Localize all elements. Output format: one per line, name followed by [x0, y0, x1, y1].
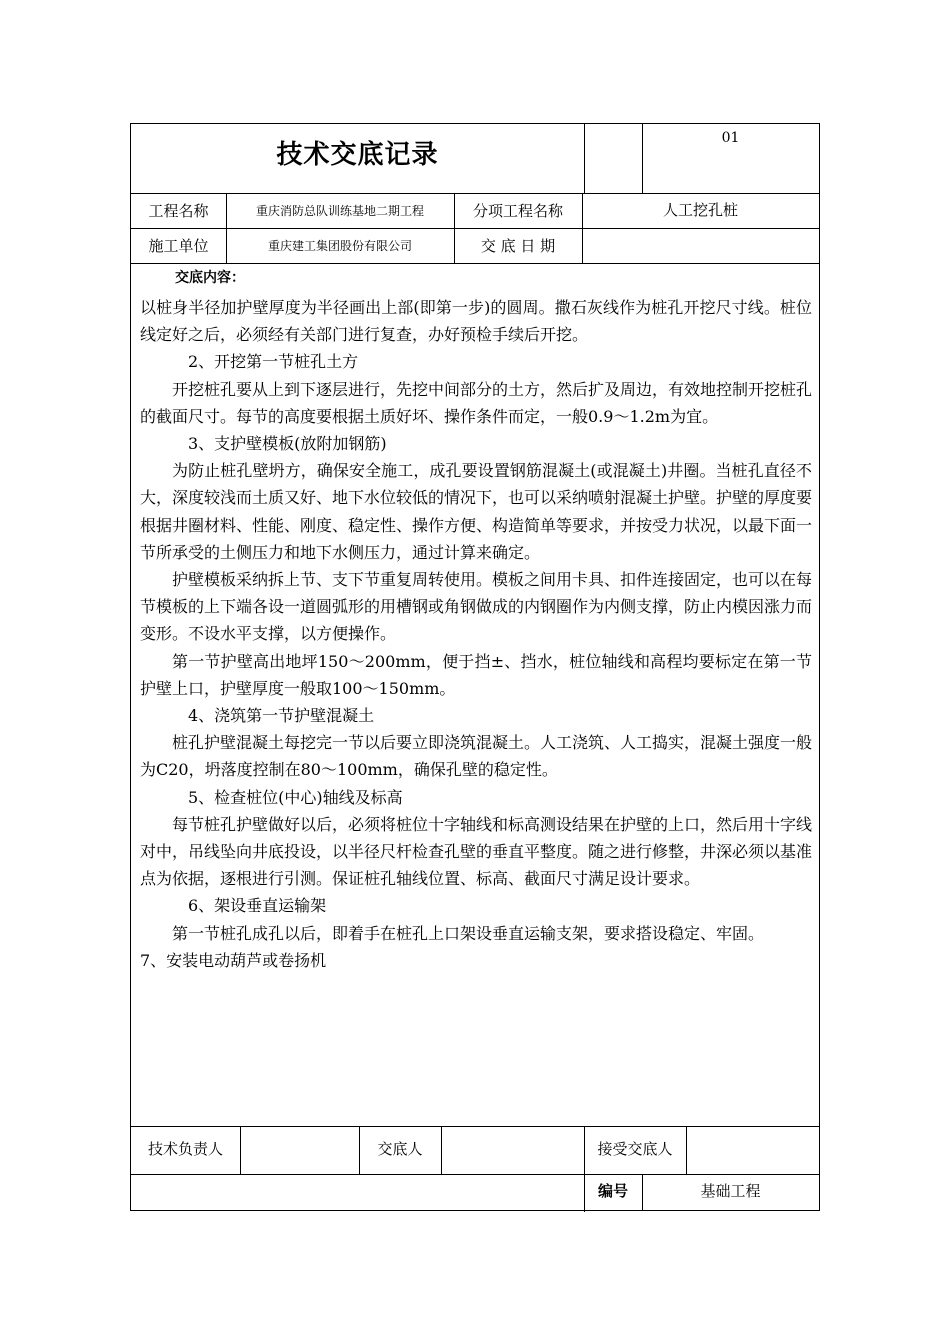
tech-lead-signature	[240, 1126, 359, 1174]
section-heading: 5、检查桩位(中心)轴线及标高	[188, 787, 403, 807]
content-paragraph: 为防止桩孔壁坍方，确保安全施工，成孔要设置钢筋混凝土(或混凝土)井圈。当桩孔直径不大，深度较浅而土质又好、地下水位较低的情况下，也可以采纳喷射混凝土护壁。护壁的厚度要根据井圈材料、性能、刚度、稳定性、操作方便、构造简单等要求，并按受力状况，以最下面一节所承受的土侧压力和地下水侧压力，通过计算来确定。	[140, 461, 813, 562]
content-paragraph: 第一节桩孔成孔以后，即着手在桩孔上口架设垂直运输支架，要求搭设稳定、牢固。	[172, 923, 765, 943]
content-paragraph: 第一节护壁高出地坪150～200mm，便于挡±、挡水，桩位轴线和高程均要标定在第一节护壁上口，护壁厚度一般取100～150mm。	[140, 651, 812, 698]
disclosure-content	[140, 294, 812, 974]
contractor-value: 重庆建工集团股份有限公司	[267, 239, 412, 253]
form-number: 01	[721, 130, 740, 146]
content-paragraph: 每节桩孔护壁做好以后，必须将桩位十字轴线和标高测设结果在护壁的上口，然后用十字线对中，吊线坠向井底投设，以半径尺杆检查孔壁的垂直平整度。随之进行修整，井深必须以基准点为依据，逐根进行引测。保证桩孔轴线位置、标高、截面尺寸满足设计要求。	[140, 814, 813, 889]
content-paragraph: 护壁模板采纳拆上节、支下节重复周转使用。模板之间用卡具、扣件连接固定，也可以在每节模板的上下端各设一道圆弧形的用槽钢或角钢做成的内钢圈作为内侧支撑，防止内模因涨力而变形。不设水平支撑，以方便操作。	[140, 570, 813, 644]
section-heading: 2、开挖第一节桩孔土方	[188, 352, 359, 372]
number-label: 编号	[597, 1181, 628, 1200]
content-heading: 交底内容：	[175, 270, 245, 286]
content-paragraph: 桩孔护壁混凝土每挖完一节以后要立即浇筑混凝土。人工浇筑、人工捣实，混凝土强度一般为C20，坍落度控制在80～100mm，确保孔壁的稳定性。	[140, 733, 813, 780]
sub-project-value: 人工挖孔桩	[662, 200, 738, 219]
contractor-label: 施工单位	[148, 237, 209, 255]
disclosure-date-value	[582, 228, 819, 263]
section-heading: 6、架设垂直运输架	[188, 896, 327, 916]
tech-lead-label: 技术负责人	[147, 1139, 223, 1158]
receiver-signature	[686, 1126, 819, 1174]
section-heading: 4、浇筑第一节护壁混凝土	[188, 706, 375, 726]
receiver-label: 接受交底人	[597, 1139, 673, 1158]
rule	[131, 263, 819, 264]
project-name-label: 工程名称	[148, 202, 209, 220]
content-paragraph: 开挖桩孔要从上到下逐层进行，先挖中间部分的土方，然后扩及周边，有效地控制开挖桩孔的截面尺寸。每节的高度要根据土质好坏、操作条件而定，一般0.9～1.2m为宜。	[140, 379, 813, 426]
disclosure-date-label: 交 底 日 期	[480, 237, 556, 255]
project-name-value: 重庆消防总队训练基地二期工程	[255, 204, 424, 218]
section-heading: 7、安装电动葫芦或卷扬机	[140, 950, 327, 970]
rule	[584, 124, 585, 193]
discloser-signature	[441, 1126, 584, 1174]
section-heading: 3、支护壁模板(放附加钢筋)	[188, 434, 387, 454]
discloser-label: 交底人	[377, 1139, 423, 1158]
category-value: 基础工程	[700, 1181, 761, 1200]
content-paragraph: 以桩身半径加护壁厚度为半径画出上部(即第一步)的圆周。撒石灰线作为桩孔开挖尺寸线。桩位线定好之后，必须经有关部门进行复查，办好预检手续后开挖。	[140, 298, 812, 345]
disclosure-form	[130, 123, 820, 1211]
sub-project-label: 分项工程名称	[472, 202, 563, 220]
form-title: 技术交底记录	[276, 139, 439, 170]
